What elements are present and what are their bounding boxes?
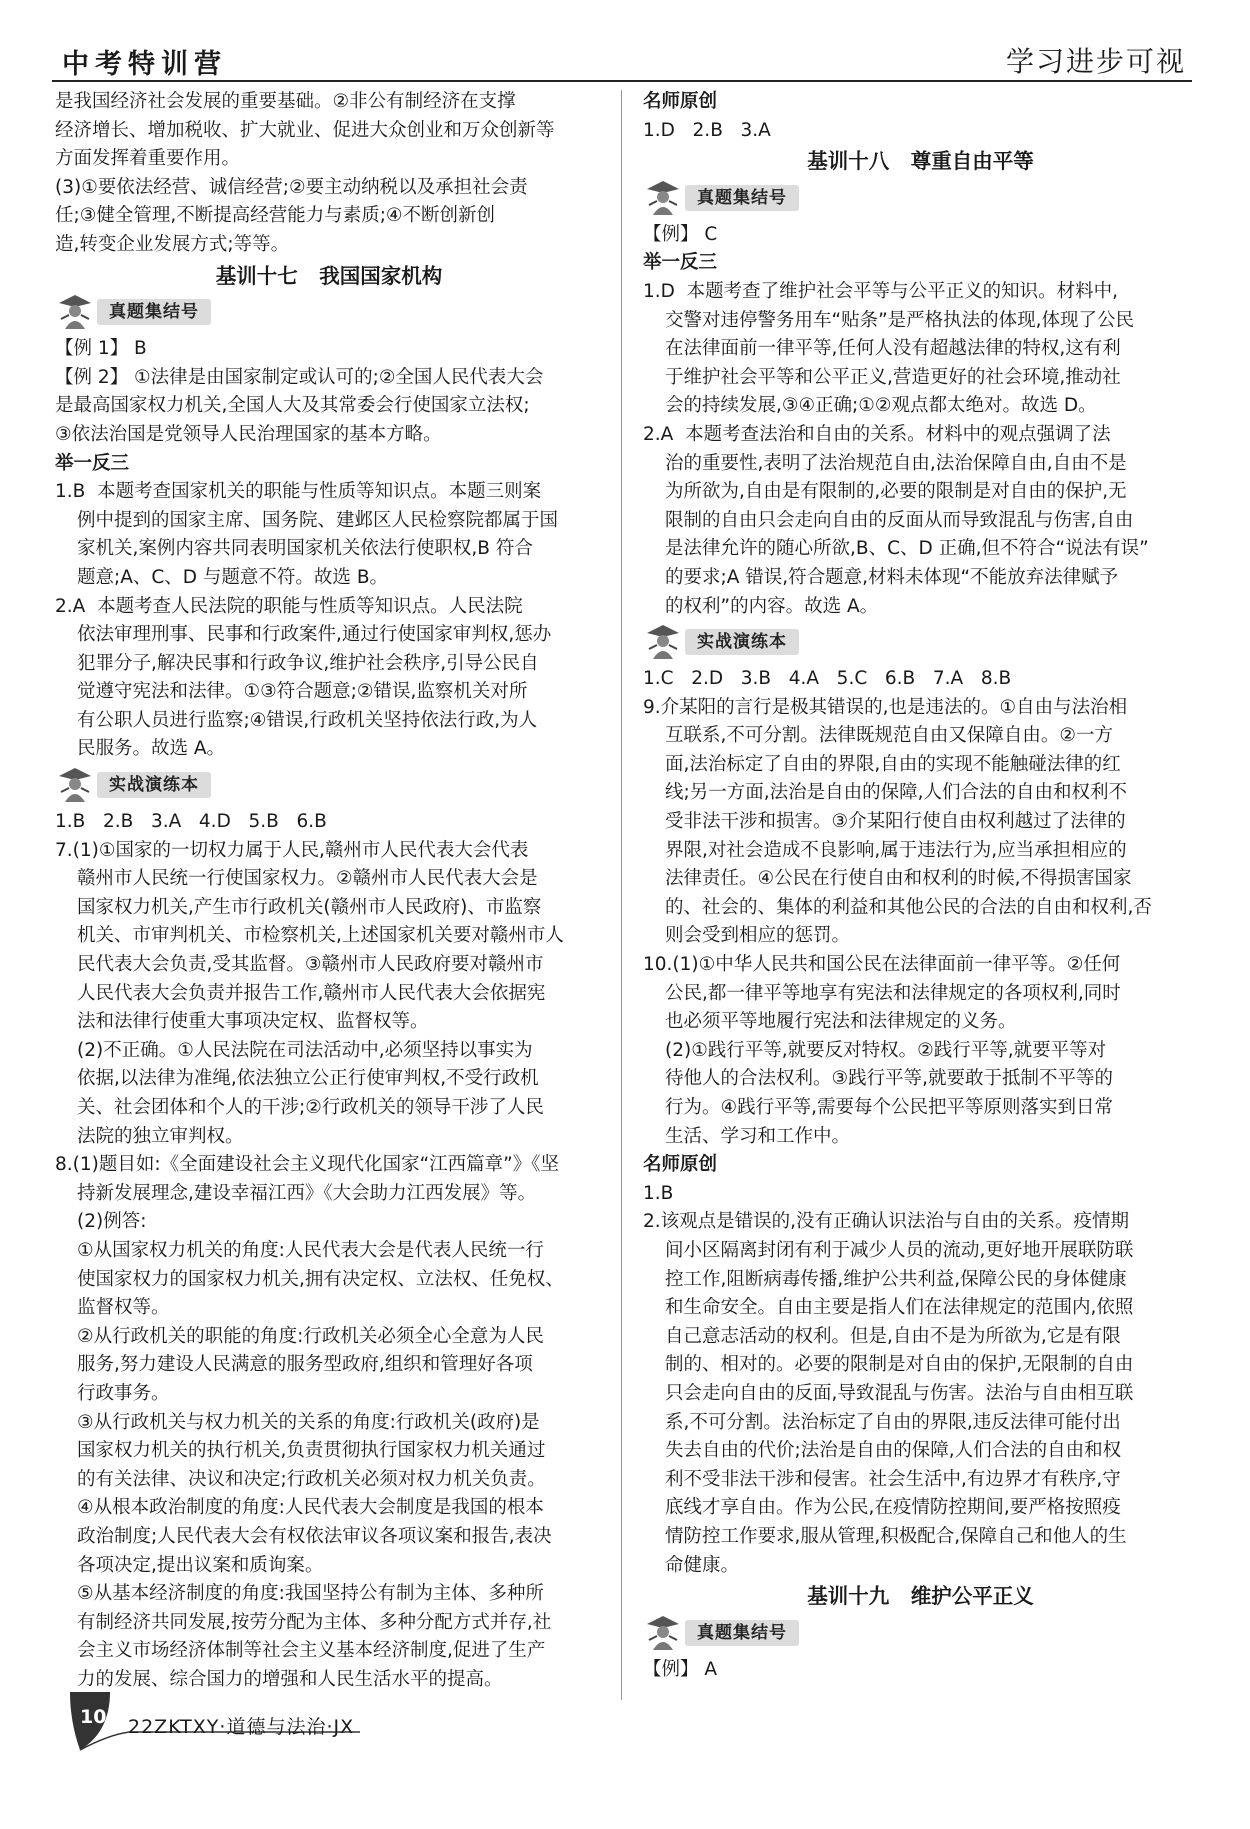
- section-title: 基训十八 尊重自由平等: [807, 149, 1034, 174]
- section-banner: [643, 1614, 1198, 1652]
- text-line: 1.C 2.D 3.B 4.A 5.C 6.B 7.A 8.B: [643, 668, 1012, 690]
- text-line: 造,转变企业发展方式;等等。: [55, 233, 290, 255]
- text-line: 情防控工作要求,服从管理,积极配合,保障自己和他人的生: [665, 1525, 1127, 1547]
- subheading: 举一反三: [55, 452, 130, 474]
- text-line: 9.介某阳的言行是极其错误的,也是违法的。①自由与法治相: [643, 696, 1128, 718]
- text-line: ③依法治国是党领导人民治理国家的基本方略。: [55, 423, 442, 445]
- text-line: 经济增长、增加税收、扩大就业、促进大众创业和万众创新等: [55, 119, 555, 141]
- text-line: 为所欲为,自由是有限制的,必要的限制是对自由的保护,无: [665, 481, 1127, 503]
- text-line: 持新发展理念,建设幸福江西》《大会助力江西发展》等。: [77, 1182, 537, 1204]
- text-line: 间小区隔离封闭有利于减少人员的流动,更好地开展联防联: [665, 1239, 1134, 1261]
- text-line: 2.A 本题考查人民法院的职能与性质等知识点。人民法院: [55, 595, 523, 617]
- text-line: 觉遵守宪法和法律。①③符合题意;②错误,监察机关对所: [77, 681, 528, 703]
- subheading: 名师原创: [643, 91, 718, 112]
- text-line: 10.(1)①中华人民共和国公民在法律面前一律平等。②任何: [643, 954, 1121, 976]
- text-line: 使国家权力的国家权力机关,拥有决定权、立法权、任免权、: [77, 1268, 564, 1290]
- section-title: 基训十九 维护公平正义: [807, 1584, 1034, 1609]
- right-column: [643, 88, 1198, 1684]
- text-line: 自己意志活动的权利。但是,自由不是为所欲为,它是有限: [665, 1325, 1121, 1347]
- book-code: 22ZKTXY·道德与法治·JX: [128, 1716, 355, 1738]
- mascot-icon: [55, 293, 95, 331]
- text-line: 有制经济共同发展,按劳分配为主体、多种分配方式并存,社: [77, 1611, 552, 1633]
- text-line: 任;③健全管理,不断提高经营能力与素质;④不断创新创: [55, 205, 496, 227]
- text-line: 是法律允许的随心所欲,B、C、D 正确,但不符合“说法有误”: [665, 538, 1149, 560]
- text-line: 面,法治标定了自由的界限,自由的实现不能触碰法律的红: [665, 753, 1121, 775]
- text-line: 的有关法律、决议和决定;行政机关必须对权力机关负责。: [77, 1468, 546, 1490]
- text-line: 系,不可分割。法治标定了自由的界限,违反法律可能付出: [665, 1411, 1121, 1433]
- text-line: 1.D 2.B 3.A: [643, 119, 771, 141]
- text-line: 1.B 2.B 3.A 4.D 5.B 6.B: [55, 811, 327, 833]
- text-line: ①从国家权力机关的角度:人民代表大会是代表人民统一行: [77, 1239, 544, 1261]
- text-line: 【例】 C: [643, 223, 718, 245]
- text-line: 方面发挥着重要作用。: [55, 148, 241, 170]
- section-banner-label: 真题集结号: [97, 299, 211, 325]
- text-line: (2)不正确。①人民法院在司法活动中,必须坚持以事实为: [77, 1039, 533, 1061]
- section-banner: [55, 293, 603, 331]
- text-line: 控工作,阻断病毒传播,维护公共利益,保障公民的身体健康: [665, 1268, 1127, 1290]
- text-line: 是我国经济社会发展的重要基础。②非公有制经济在支撑: [55, 91, 516, 112]
- text-line: 会主义市场经济体制等社会主义基本经济制度,促进了生产: [77, 1640, 546, 1662]
- text-line: ⑤从基本经济制度的角度:我国坚持公有制为主体、多种所: [77, 1583, 544, 1605]
- text-line: ②从行政机关的职能的角度:行政机关必须全心全意为人民: [77, 1325, 544, 1347]
- section-banner-label: 实战演练本: [97, 772, 211, 798]
- text-line: 服务,努力建设人民满意的服务型政府,组织和管理好各项: [77, 1354, 533, 1376]
- text-line: 命健康。: [665, 1554, 740, 1576]
- text-line: 【例 1】 B: [55, 338, 147, 360]
- text-line: 国家权力机关,产生市行政机关(赣州市人民政府)、市监察: [77, 896, 542, 918]
- section-banner: [643, 179, 1198, 217]
- text-line: (2)①践行平等,就要反对特权。②践行平等,就要平等对: [665, 1039, 1107, 1061]
- text-line: 有公职人员进行监察;④错误,行政机关坚持依法行政,为人: [77, 709, 538, 731]
- text-line: 政治制度;人民代表大会有权依法审议各项议案和报告,表决: [77, 1525, 552, 1547]
- text-line: 人民代表大会负责并报告工作,赣州市人民代表大会依据宪: [77, 982, 546, 1004]
- text-line: 1.B: [643, 1182, 674, 1204]
- text-line: 2.A 本题考查法治和自由的关系。材料中的观点强调了法: [643, 423, 1111, 445]
- text-line: 的权利”的内容。故选 A。: [665, 595, 879, 617]
- text-line: 赣州市人民统一行使国家权力。②赣州市人民代表大会是: [77, 868, 538, 890]
- page-header: [52, 36, 1192, 82]
- text-line: 制的、相对的。必要的限制是对自由的保护,无限制的自由: [665, 1354, 1134, 1376]
- text-line: 监督权等。: [77, 1297, 170, 1319]
- text-line: 线;另一方面,法治是自由的保障,人们合法的自由和权利不: [665, 782, 1127, 804]
- text-line: 行政事务。: [77, 1382, 170, 1404]
- text-line: 的要求;A 错误,符合题意,材料未体现“不能放弃法律赋予: [665, 566, 1119, 588]
- page-number: 10: [80, 1706, 107, 1728]
- text-line: 失去自由的代价;法治是自由的保障,人们合法的自由和权: [665, 1440, 1122, 1462]
- text-line: 只会走向自由的反面,导致混乱与伤害。法治与自由相互联: [665, 1382, 1134, 1404]
- text-line: 于维护社会平等和公平正义,营造更好的社会环境,推动社: [665, 366, 1121, 388]
- text-line: 生活、学习和工作中。: [665, 1125, 851, 1147]
- section-banner-label: 真题集结号: [685, 1620, 799, 1646]
- text-line: 底线才享自由。作为公民,在疫情防控期间,要严格按照疫: [665, 1497, 1121, 1519]
- text-line: 互联系,不可分割。法律既规范自由又保障自由。②一方: [665, 725, 1113, 747]
- text-line: 各项决定,提出议案和质询案。: [77, 1554, 324, 1576]
- text-line: 限制的自由只会走向自由的反面从而导致混乱与伤害,自由: [665, 509, 1134, 531]
- text-line: 法和法律行使重大事项决定权、监督权等。: [77, 1011, 429, 1033]
- text-line: 力的发展、综合国力的增强和人民生活水平的提高。: [77, 1668, 503, 1690]
- text-line: (3)①要依法经营、诚信经营;②要主动纳税以及承担社会责: [55, 176, 528, 198]
- text-line: 民代表大会负责,受其监督。③赣州市人民政府要对赣州市: [77, 954, 544, 976]
- text-line: 是最高国家权力机关,全国人大及其常委会行使国家立法权;: [55, 395, 530, 417]
- mascot-icon: [643, 623, 683, 661]
- text-line: 民服务。故选 A。: [77, 738, 226, 760]
- text-line: 机关、市审判机关、市检察机关,上述国家机关要对赣州市人: [77, 925, 564, 947]
- text-line: 国家权力机关的执行机关,负责贯彻执行国家权力机关通过: [77, 1440, 546, 1462]
- text-line: 治的重要性,表明了法治规范自由,法治保障自由,自由不是: [665, 452, 1127, 474]
- text-line: 1.B 本题考查国家机关的职能与性质等知识点。本题三则案: [55, 481, 542, 503]
- text-line: 【例 2】 ①法律是由国家制定或认可的;②全国人民代表大会: [55, 366, 544, 388]
- mascot-icon: [643, 1614, 683, 1652]
- text-line: 依法审理刑事、民事和行政案件,通过行使国家审判权,惩办: [77, 624, 552, 646]
- section-banner-label: 实战演练本: [685, 629, 799, 655]
- left-column: [55, 88, 603, 1694]
- section-banner: [643, 623, 1198, 661]
- text-line: 法律责任。④公民在行使自由和权利的时候,不得损害国家: [665, 868, 1132, 890]
- text-line: 犯罪分子,解决民事和行政争议,维护社会秩序,引导公民自: [77, 652, 539, 674]
- text-line: 7.(1)①国家的一切权力属于人民,赣州市人民代表大会代表: [55, 839, 529, 861]
- section-title: 基训十七 我国国家机构: [215, 263, 443, 288]
- mascot-icon: [643, 179, 683, 217]
- text-line: 受非法干涉和损害。③介某阳行使自由权利越过了法律的: [665, 811, 1126, 833]
- subheading: 名师原创: [643, 1154, 718, 1176]
- text-line: 法院的独立审判权。: [77, 1125, 244, 1147]
- text-line: 依据,以法律为准绳,依法独立公正行使审判权,不受行政机: [77, 1068, 539, 1090]
- text-line: 8.(1)题目如:《全面建设社会主义现代化国家“江西篇章”》《坚: [55, 1154, 560, 1176]
- text-line: ③从行政机关与权力机关的关系的角度:行政机关(政府)是: [77, 1411, 540, 1433]
- text-line: 例中提到的国家主席、国务院、建邺区人民检察院都属于国: [77, 509, 559, 531]
- section-banner: [55, 766, 603, 804]
- text-line: 会的持续发展,③④正确;①②观点都太绝对。故选 D。: [665, 395, 1097, 417]
- text-line: 和生命安全。自由主要是指人们在法律规定的范围内,依照: [665, 1297, 1134, 1319]
- column-divider: [621, 90, 622, 1700]
- text-line: 2.该观点是错误的,没有正确认识法治与自由的关系。疫情期: [643, 1211, 1130, 1233]
- text-line: 则会受到相应的惩罚。: [665, 925, 851, 947]
- text-line: 在法律面前一律平等,任何人没有超越法律的特权,这有利: [665, 338, 1121, 360]
- text-line: ④从根本政治制度的角度:人民代表大会制度是我国的根本: [77, 1497, 544, 1519]
- text-line: 待他人的合法权利。③践行平等,就要敢于抵制不平等的: [665, 1068, 1113, 1090]
- text-line: 关、社会团体和个人的干涉;②行政机关的领导干涉了人民: [77, 1097, 544, 1118]
- text-line: 1.D 本题考查了维护社会平等与公平正义的知识。材料中,: [643, 280, 1119, 302]
- text-line: (2)例答:: [77, 1211, 147, 1233]
- text-line: 界限,对社会造成不良影响,属于违法行为,应当承担相应的: [665, 839, 1127, 861]
- text-line: 的、社会的、集体的利益和其他公民的合法的自由和权利,否: [665, 896, 1152, 918]
- text-line: 行为。④践行平等,需要每个公民把平等原则落实到日常: [665, 1097, 1113, 1118]
- text-line: 也必须平等地履行宪法和法律规定的义务。: [665, 1011, 1017, 1033]
- series-slogan: 学习进步可视: [1005, 45, 1186, 78]
- text-line: 公民,都一律平等地享有宪法和法律规定的各项权利,同时: [665, 982, 1121, 1004]
- subheading: 举一反三: [643, 252, 718, 274]
- text-line: 利不受非法干涉和侵害。社会生活中,有边界才有秩序,守: [665, 1468, 1121, 1490]
- series-title: 中考特训营: [62, 49, 227, 80]
- text-line: 题意;A、C、D 与题意不符。故选 B。: [77, 566, 389, 588]
- text-line: 交警对违停警务用车“贴条”是严格执法的体现,体现了公民: [665, 309, 1135, 331]
- text-line: 家机关,案例内容共同表明国家机关依法行使职权,B 符合: [77, 538, 533, 560]
- text-line: 【例】 A: [643, 1658, 718, 1680]
- mascot-icon: [55, 766, 95, 804]
- section-banner-label: 真题集结号: [685, 185, 799, 211]
